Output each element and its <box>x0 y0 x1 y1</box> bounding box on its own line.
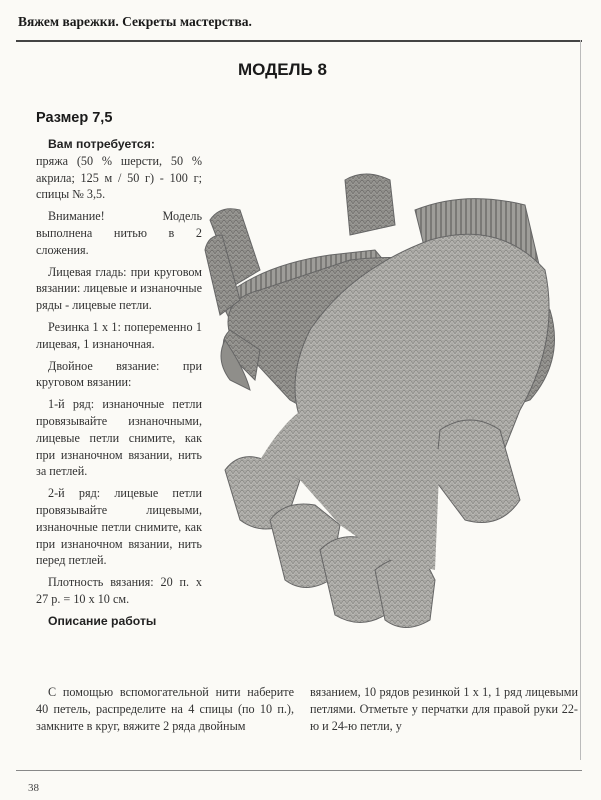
work-heading: Описание работы <box>48 613 157 628</box>
row1-text: 1-й ряд: изнаночные петли провязывайте изнаночными, лицевые петли снимите, как при изнаночном вязании, нить за петлей. <box>36 397 202 479</box>
work-text-right <box>310 684 578 735</box>
size-title: Размер 7,5 <box>36 110 113 126</box>
row2-text: 2-й ряд: лицевые петли провязывайте лицевыми, изнаночные петли снимите, как при изнаночном вязании, нить перед петлей. <box>36 486 202 568</box>
gauge-text: Плотность вязания: 20 п. x 27 р. = 10 x 10 см. <box>36 575 202 606</box>
attention-note: Внимание! Модель выполнена нитью в 2 сложения. <box>36 209 202 257</box>
running-header: Вяжем варежки. Секреты мастерства. <box>18 14 252 29</box>
instructions-column <box>36 136 202 630</box>
double-knit-text: Двойное вязание: при круговом вязании: <box>36 358 202 390</box>
work-text-right-para: вязанием, 10 рядов резинкой 1 x 1, 1 ряд лицевыми петлями. Отметьте у перчатки для правой руки 22-ю и 24-ю петли, у <box>310 685 578 733</box>
header-rule <box>16 40 582 42</box>
materials-text: пряжа (50 % шерсти, 50 % акрила; 125 м / 50 г) - 100 г; спицы № 3,5. <box>36 153 202 202</box>
work-text-left-para: С помощью вспомогательной нити наберите 40 петель, распределите на 4 спицы (по 10 п.), замкните в круг, вяжите 2 ряда двойным <box>36 685 294 733</box>
front-glove <box>225 199 549 628</box>
work-text-left <box>36 684 294 735</box>
materials-heading: Вам потребуется: <box>48 137 155 151</box>
rib-text: Резинка 1 x 1: попеременно 1 лицевая, 1 изнаночная. <box>36 319 202 351</box>
footer-rule <box>16 770 582 771</box>
fingerless-gloves-photo <box>200 150 585 650</box>
page-number: 38 <box>28 782 39 794</box>
stockinette-text: Лицевая гладь: при круговом вязании: лицевые и изнаночные ряды - лицевые петли. <box>36 264 202 313</box>
model-title: МОДЕЛЬ 8 <box>238 60 327 79</box>
